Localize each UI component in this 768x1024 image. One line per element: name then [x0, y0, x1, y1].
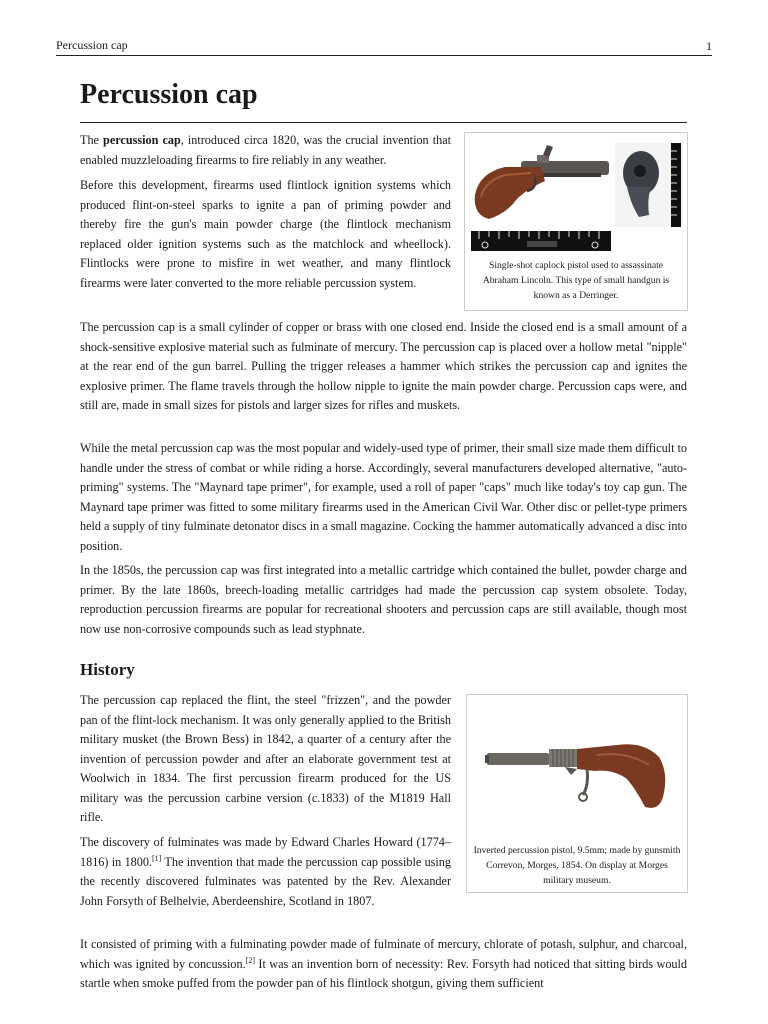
page-number: 1	[706, 39, 712, 53]
running-title: Percussion cap	[56, 38, 128, 52]
paragraph-history-1: The percussion cap replaced the flint, the steel "frizzen", and the powder pan of the flint-lock mechanism. It was only generally applied to the British military musket (the Brown Bess) in 1842, a quarter of a century after the invention of percussion powder and after an elaborate government test at Woolwich in 1834. The first percussion firearm produced for the US military was the percussion carbine version (c.1833) of the M1819 Hall rifle.	[80, 693, 451, 824]
paragraph-history-2: The discovery of fulminates was made by Edward Charles Howard (1774–1816) in 1800.[1] The invention that made the percussion cap possible using the recently discovered fulminates was patented by the Rev. Alexander John Forsyth of Belhelvie, Aberdeenshire, Scotland in 1807.	[80, 835, 451, 908]
intro-paragraph: The percussion cap, introduced circa 1820, was the crucial invention that enabled muzzleloading firearms to fire reliably in any weather.	[80, 133, 452, 167]
figure-caption-inverted-pistol: Inverted percussion pistol, 9.5mm; made by gunsmith Correvon, Morges, 1854. On display at Morges military museum.	[473, 845, 681, 886]
citation-ref-1[interactable]: [1]	[152, 853, 162, 863]
paragraph-cap-description: The percussion cap is a small cylinder of copper or brass with one closed end. Inside the closed end is a small amount of a shock-sensitive explosive material such as fulminate of mercury. The percussion cap is placed over a hollow metal "nipple" at the rear end of the gun barrel. Pulling the trigger releases a hammer which strikes the percussion cap and ignites the explosive primer. The flame travels through the hollow nipple to ignite the main powder charge. Percussion caps were, and still are, made in small sizes for pistols and larger sizes for rifles and muskets.	[80, 320, 687, 412]
figure-derringer	[464, 132, 688, 311]
derringer-photo	[465, 133, 687, 258]
paragraph-cartridge: In the 1850s, the percussion cap was first integrated into a metallic cartridge which contained the bullet, powder charge and primer. By the late 1860s, breech-loading metallic cartridges had made the percussion cap system obsolete. Today, reproduction percussion firearms are popular for recreational shooters and percussion caps are still available, though most now use non-corrosive compounds such as lead styphnate.	[80, 563, 687, 636]
figure-inverted-pistol	[466, 694, 688, 893]
section-heading-history: History	[80, 660, 135, 679]
inverted-pistol-photo	[467, 695, 687, 835]
running-header	[56, 37, 712, 56]
citation-ref-2[interactable]: [2]	[245, 955, 255, 965]
paragraph-history-3: It consisted of priming with a fulminating powder made of fulminate of mercury, chlorate of potash, sulphur, and charcoal, which was ignited by concussion.[2] It was an invention born of necessity: Rev. Forsyth had noticed that sitting birds would startle when smoke puffed from the powder pan of his flintlock shotgun, giving them sufficient	[80, 937, 688, 990]
figure-caption-derringer: Single-shot caplock pistol used to assassinate Abraham Lincoln. This type of small handgun is known as a Derringer.	[482, 260, 670, 301]
term-bold: percussion cap	[103, 133, 181, 147]
page-title: Percussion cap	[80, 76, 687, 123]
paragraph-auto-priming: While the metal percussion cap was the most popular and widely-used type of primer, their small size made them difficult to handle under the stress of combat or while riding a horse. Accordingly, several manufacturers developed alternative, "auto-priming" systems. The "Maynard tape primer", for example, used a roll of paper "caps" much like today's toy cap gun. The Maynard tape primer was fitted to some military firearms used in the American Civil War. Other disc or pellet-type primers held a supply of tiny fulminate detonator discs in a small magazine. Cocking the hammer automatically advanced a disc into position.	[80, 441, 687, 553]
paragraph-flintlock: Before this development, firearms used flintlock ignition systems which produced flint-on-steel sparks to ignite a pan of priming powder and thereby fire the gun's main powder charge (the flintlock mechanism replaced older ignition systems such as the matchlock and wheellock). Flintlocks were prone to misfire in wet weather, and many flintlock firearms were later converted to the more reliable percussion system.	[80, 178, 451, 290]
